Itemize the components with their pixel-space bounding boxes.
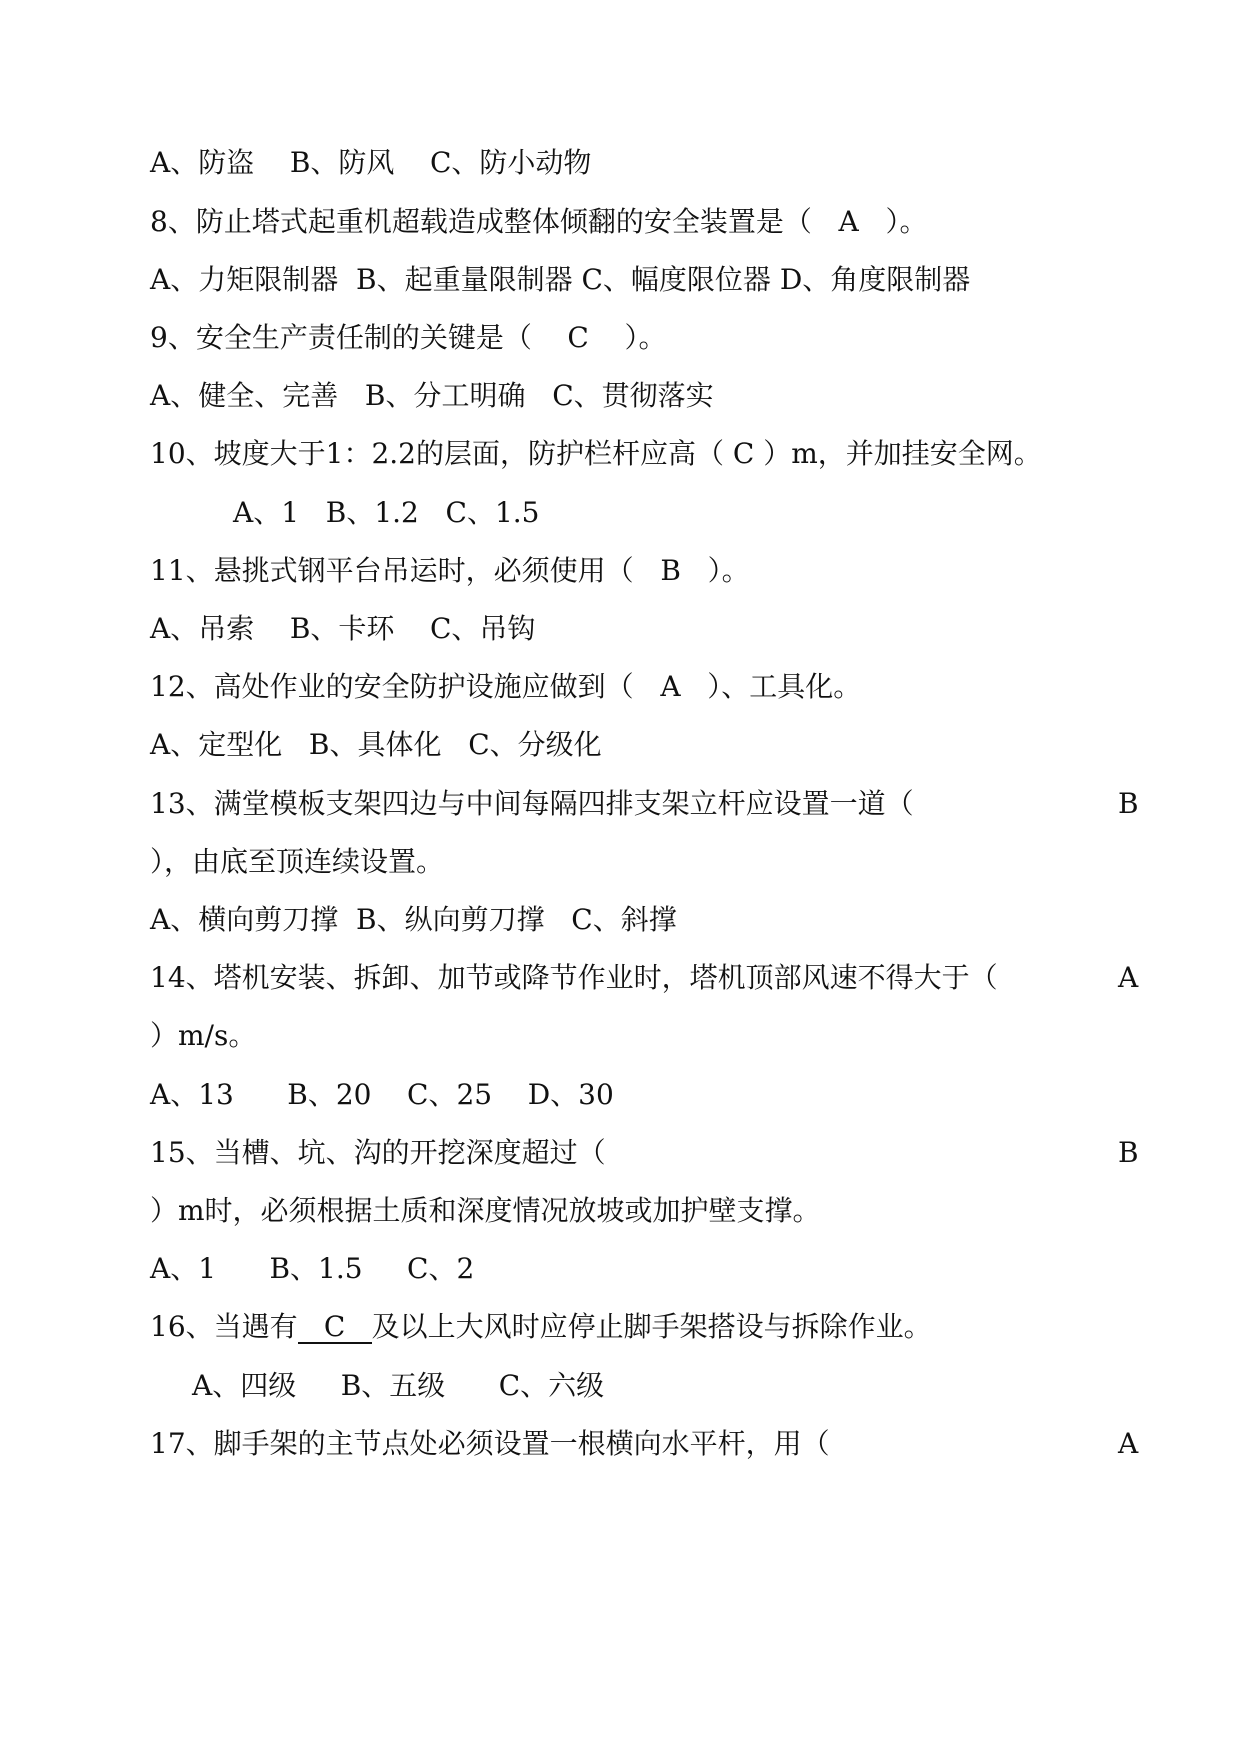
q14-answer: A [1118,961,1139,994]
q16-options: A、四级 B、五级 C、六级 [192,1369,605,1402]
q17-answer: A [1118,1427,1139,1460]
q16-question-start: 16、当遇有 [150,1310,298,1343]
q8-question: 8、防止塔式起重机超载造成整体倾翻的安全装置是（ A ）。 [150,205,928,238]
q9-question: 9、安全生产责任制的关键是（ C ）。 [150,321,667,354]
q9-options: A、健全、完善 B、分工明确 C、贯彻落实 [150,379,714,412]
q14-question-cont: ）m/s。 [150,1019,257,1052]
q8-options: A、力矩限制器 B、起重量限制器 C、幅度限位器 D、角度限制器 [150,263,971,296]
q14-options: A、13 B、20 C、25 D、30 [150,1078,614,1111]
q15-options: A、1 B、1.5 C、2 [150,1252,475,1285]
q11-options: A、吊索 B、卡环 C、吊钩 [150,612,536,645]
q15-question: 15、当槽、坑、沟的开挖深度超过（ [150,1136,606,1169]
q16-answer-blank: C [298,1312,372,1344]
q15-question-cont: ）m时，必须根据土质和深度情况放坡或加护壁支撑。 [150,1194,821,1227]
q12-options: A、定型化 B、具体化 C、分级化 [150,728,602,761]
q12-question: 12、高处作业的安全防护设施应做到（ A ）、工具化。 [150,670,862,703]
q16-question-end: 及以上大风时应停止脚手架搭设与拆除作业。 [371,1310,932,1343]
q13-options: A、横向剪刀撑 B、纵向剪刀撑 C、斜撑 [150,903,677,936]
q10-question: 10、坡度大于1：2.2的层面，防护栏杆应高（ C ）m，并加挂安全网。 [150,437,1042,470]
q16-question [150,1310,932,1344]
q13-answer: B [1118,787,1139,820]
q7-options: A、防盗 B、防风 C、防小动物 [150,146,592,179]
q17-question: 17、脚手架的主节点处必须设置一根横向水平杆，用（ [150,1427,830,1460]
q13-question-cont: ），由底至顶连续设置。 [150,845,445,878]
q15-answer: B [1118,1136,1139,1169]
q11-question: 11、悬挑式钢平台吊运时，必须使用（ B ）。 [150,554,750,587]
q13-question: 13、满堂模板支架四边与中间每隔四排支架立杆应设置一道（ [150,787,914,820]
q10-options: A、1 B、1.2 C、1.5 [233,496,540,529]
q14-question: 14、塔机安装、拆卸、加节或降节作业时，塔机顶部风速不得大于（ [150,961,998,994]
